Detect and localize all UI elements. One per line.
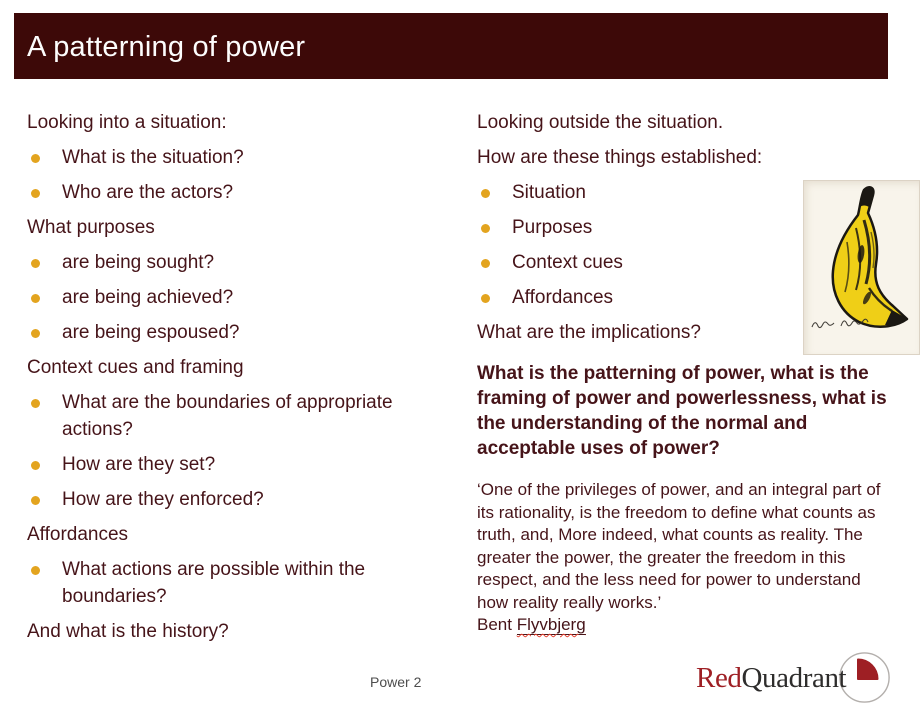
list-heading: Affordances [27,524,129,545]
bullet-item [27,144,459,171]
list-heading: What are the implications? [477,322,701,343]
list-heading: Looking outside the situation. [477,112,724,133]
bullet-item [27,451,459,478]
bullet-text: How are they enforced? [62,489,264,510]
bullet-text: Context cues [512,252,623,273]
list-heading: Context cues and framing [27,357,244,378]
list-heading: And what is the history? [27,621,229,642]
bullet-icon [31,566,40,575]
patterning-paragraph: What is the patterning of power, what is the framing of power and powerlessness, what is the understanding of the normal and acceptable uses of power? [477,363,887,459]
bullet-text: How are they set? [62,454,216,475]
warhol-banana-image [803,180,920,355]
bullet-icon [481,259,490,268]
bullet-text: What actions are possible within the boundaries? [62,559,366,607]
bullet-text: Who are the actors? [62,182,234,203]
list-heading: How are these things established: [477,147,763,168]
bullet-item [27,486,459,513]
bullet-text: What is the situation? [62,147,244,168]
page-number: Power 2 [370,674,422,690]
bullet-icon [481,224,490,233]
attribution-name: Flyvbjerg [516,615,586,634]
bullet-text: are being sought? [62,252,215,273]
bullet-text: Situation [512,182,586,203]
quote-body: ‘One of the privileges of power, and an integral part of its rationality, is the freedom to define what counts as truth, and, More indeed, what counts as reality. The greater the power, the greater the freedom in this respect, and the less need for power to understand how reality really works.’ [477,480,881,612]
bullet-icon [31,259,40,268]
bullet-icon [31,496,40,505]
bullet-icon [481,294,490,303]
bullet-icon [31,399,40,408]
bullet-icon [31,189,40,198]
list-heading: What purposes [27,217,155,238]
bullet-icon [31,154,40,163]
bullet-icon [31,461,40,470]
title-bar [14,13,888,79]
bullet-item [27,556,459,610]
bullet-icon [31,294,40,303]
redquadrant-logo-text [696,662,846,695]
list-heading: Looking into a situation: [27,112,227,133]
logo-word-red: Red [696,662,742,694]
bullet-icon [481,189,490,198]
bullet-item [27,284,459,311]
bullet-text: Affordances [512,287,614,308]
attribution-prefix: Bent [477,615,517,634]
bullet-icon [31,329,40,338]
bullet-text: are being achieved? [62,287,234,308]
flyvbjerg-quote [477,479,889,637]
left-column [27,109,459,653]
bullet-text: What are the boundaries of appropriate actions? [62,392,393,440]
slide-title: A patterning of power [27,31,306,63]
bullet-item [27,389,459,443]
bullet-item [27,249,459,276]
redquadrant-logo [696,650,892,706]
bullet-text: Purposes [512,217,593,238]
logo-word-quadrant: Quadrant [741,662,847,694]
bullet-item [27,179,459,206]
bullet-text: are being espoused? [62,322,240,343]
warhol-banana-figure [803,180,920,355]
bullet-item [27,319,459,346]
